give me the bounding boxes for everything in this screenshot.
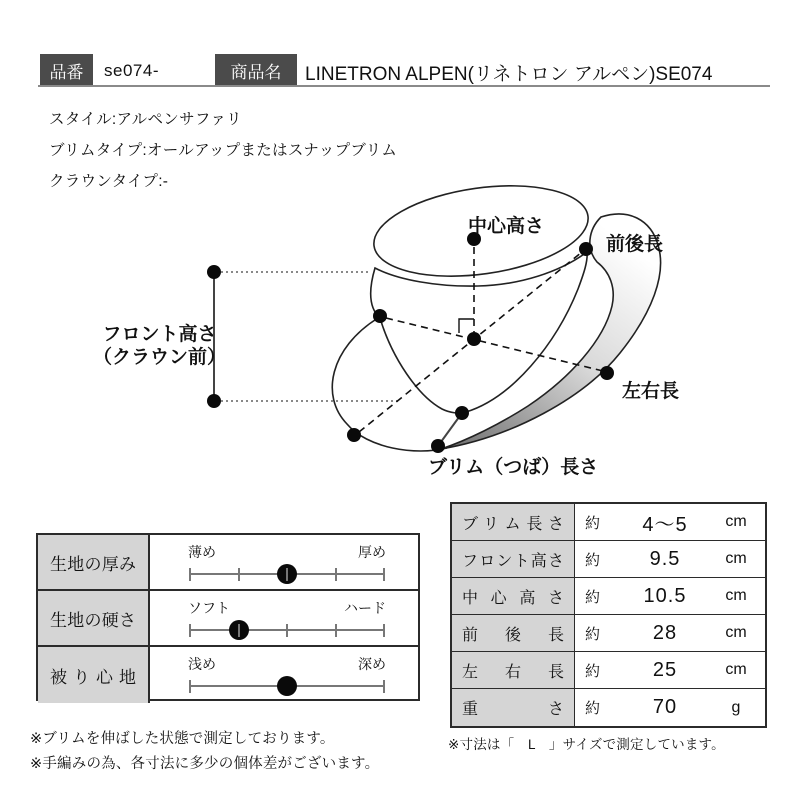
label-center-height: 中心高さ	[468, 216, 545, 237]
scale-tick	[286, 568, 288, 581]
size-unit: cm	[725, 550, 747, 567]
attribute-row-thickness	[38, 535, 418, 591]
size-row-left-right	[452, 652, 765, 689]
size-value: 25	[652, 658, 678, 681]
scale-tick	[383, 568, 385, 581]
size-row-label: 左右長	[462, 663, 564, 681]
scale-tick	[238, 624, 240, 637]
size-row-label: フロント高さ	[462, 552, 564, 570]
approx-label: 約	[585, 700, 601, 717]
spec-style: スタイル:アルペンサファリ	[49, 111, 242, 128]
footnote-handmade-variance: ※手編みの為、各寸法に多少の個体差がございます。	[30, 756, 380, 772]
size-unit: cm	[725, 587, 747, 604]
size-row-brim	[452, 504, 765, 541]
scale-left-label: ソフト	[188, 600, 230, 616]
size-row-label: ブリム長さ	[462, 515, 564, 533]
size-value: 10.5	[643, 584, 687, 607]
approx-label: 約	[585, 551, 601, 569]
spec-crown-type: クラウンタイプ:-	[49, 173, 169, 190]
thickness-scale	[150, 535, 418, 589]
size-unit: cm	[725, 513, 747, 530]
scale-left-label: 浅め	[188, 656, 216, 672]
scale-track	[190, 573, 384, 575]
size-value: 4〜5	[642, 513, 688, 536]
size-value: 28	[652, 621, 678, 644]
footnote-size-basis: ※寸法は「 L 」サイズで測定しています。	[448, 737, 725, 752]
scale-dot	[277, 676, 297, 696]
attribute-row-hardness	[38, 591, 418, 647]
scale-tick	[383, 680, 385, 693]
item-number-tag-label: 品番	[49, 62, 84, 82]
size-unit: cm	[725, 661, 747, 678]
scale-left-label: 薄め	[188, 544, 216, 560]
label-left-right-length: 左右長	[622, 381, 680, 402]
size-row-front-height	[452, 541, 765, 578]
size-unit: cm	[725, 624, 747, 641]
scale-track	[190, 685, 384, 687]
hardness-scale	[150, 591, 418, 645]
size-table	[450, 502, 767, 728]
attribute-row-header: 生地の硬さ	[38, 591, 150, 645]
approx-label: 約	[585, 514, 601, 532]
label-front-back-length: 前後長	[606, 234, 664, 255]
scale-tick	[189, 680, 191, 693]
scale-tick	[335, 568, 337, 581]
fit-scale	[150, 647, 418, 703]
size-row-front-back	[452, 615, 765, 652]
label-brim-length: ブリム（つば）長さ	[428, 457, 599, 478]
scale-tick	[383, 624, 385, 637]
size-row-label: 前後長	[462, 626, 564, 644]
product-name: LINETRON ALPEN(リネトロン アルペン)SE074	[305, 64, 713, 85]
size-value: 9.5	[649, 547, 681, 570]
scale-tick	[286, 624, 288, 637]
approx-label: 約	[585, 588, 601, 606]
approx-label: 約	[585, 662, 601, 680]
scale-tick	[189, 624, 191, 637]
size-row-weight	[452, 689, 765, 726]
scale-tick	[238, 568, 240, 581]
scale-right-label: ハード	[344, 600, 386, 616]
footnote-brim-measurement: ※ブリムを伸ばした状態で測定しております。	[30, 731, 335, 747]
item-number-value: se074-	[104, 61, 159, 80]
scale-right-label: 厚め	[358, 544, 386, 560]
label-front-height-line1: フロント高さ	[102, 324, 217, 345]
scale-tick	[335, 624, 337, 637]
size-unit: g	[731, 698, 741, 716]
attribute-row-fit	[38, 647, 418, 703]
attribute-table	[36, 533, 420, 701]
attribute-row-header: 生地の厚み	[38, 535, 150, 589]
scale-track	[190, 629, 384, 631]
size-value: 70	[652, 696, 678, 718]
approx-label: 約	[585, 625, 601, 643]
size-row-label: 中心高さ	[462, 589, 564, 607]
label-front-height-line2: （クラウン前）	[93, 347, 227, 368]
spec-brim-type: ブリムタイプ:オールアップまたはスナップブリム	[49, 142, 398, 159]
product-name-tag-label: 商品名	[230, 62, 282, 82]
scale-right-label: 深め	[358, 656, 386, 672]
size-row-center-height	[452, 578, 765, 615]
size-row-label: 重さ	[462, 701, 564, 718]
attribute-row-header: 被り心地	[38, 647, 150, 703]
scale-tick	[189, 568, 191, 581]
label-front-height	[93, 323, 226, 369]
